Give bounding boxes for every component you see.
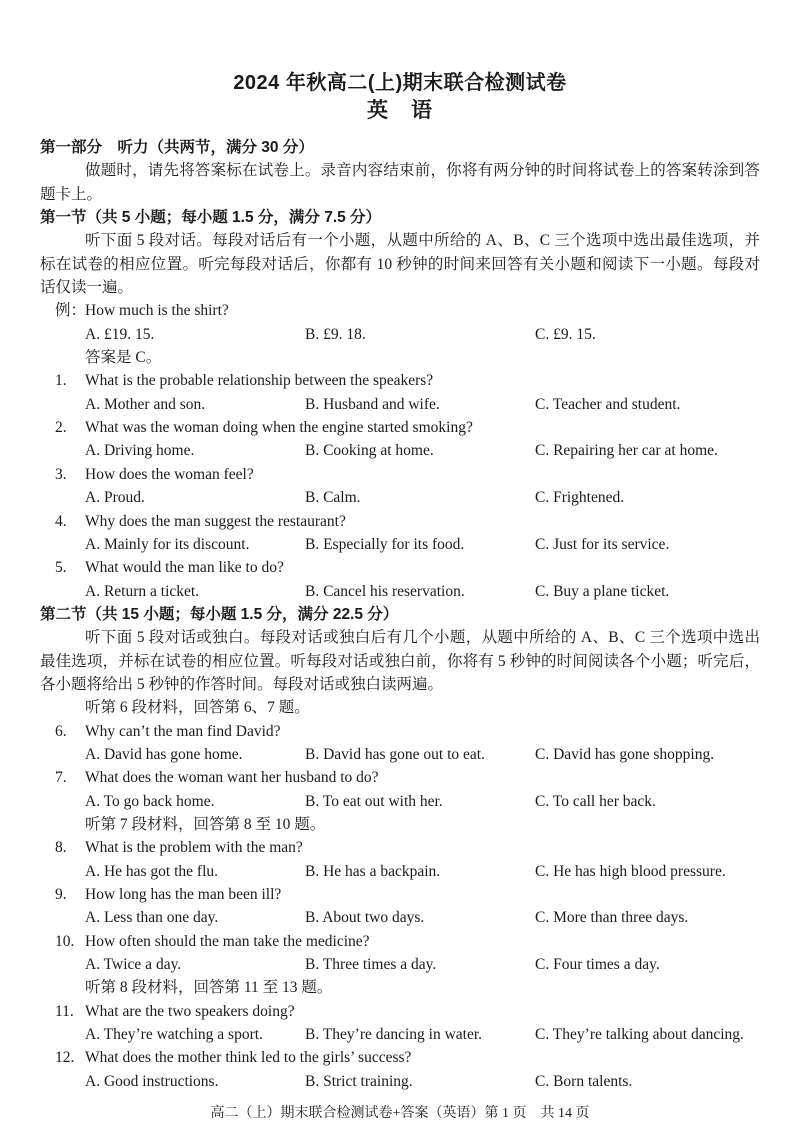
question-number: 3. — [55, 465, 67, 483]
options-row — [85, 906, 760, 929]
option-a: A. David has gone home. — [85, 745, 243, 763]
option-c: C. More than three days. — [535, 909, 689, 927]
options-row — [85, 860, 760, 883]
exam-body — [40, 136, 760, 1093]
material-cue: 听第 8 段材料，回答第 11 至 13 题。 — [85, 979, 333, 997]
option-b: B. Three times a day. — [305, 956, 437, 974]
question-number: 10. — [55, 932, 75, 950]
option-c: C. Born talents. — [535, 1072, 633, 1090]
option-a: A. They’re watching a sport. — [85, 1026, 263, 1044]
option-c: C. £9. 15. — [535, 325, 596, 343]
option-a: A. To go back home. — [85, 792, 215, 810]
options-row — [85, 323, 760, 346]
material-cue: 听第 6 段材料，回答第 6、7 题。 — [85, 699, 310, 717]
question-number: 例： — [55, 302, 87, 320]
question-number: 7. — [55, 769, 67, 787]
question-row — [55, 369, 760, 392]
option-a: A. Mainly for its discount. — [85, 535, 250, 553]
option-a: A. Less than one day. — [85, 909, 219, 927]
question-row — [55, 720, 760, 743]
page-title: 2024 年秋高二(上)期末联合检测试卷 — [233, 72, 567, 94]
options-row — [85, 1070, 760, 1093]
question-text: What does the woman want her husband to do? — [85, 769, 379, 787]
options-row — [85, 439, 760, 462]
option-c: C. Frightened. — [535, 489, 625, 507]
options-row — [85, 533, 760, 556]
option-a: A. £19. 15. — [85, 325, 155, 343]
question-text: How long has the man been ill? — [85, 886, 282, 903]
material-cue: 答案是 C。 — [85, 349, 162, 367]
question-text: Why does the man suggest the restaurant? — [85, 512, 346, 530]
section-heading: 第一节（共 5 小题；每小题 1.5 分，满分 7.5 分） — [40, 209, 382, 227]
section-heading: 第一部分 听力（共两节，满分 30 分） — [40, 139, 314, 156]
question-row — [55, 416, 760, 439]
option-c: C. He has high blood pressure. — [535, 862, 726, 880]
options-row — [85, 393, 760, 416]
option-b: B. Cancel his reservation. — [305, 582, 465, 600]
question-row — [55, 556, 760, 579]
option-a: A. Mother and son. — [85, 395, 206, 413]
options-row — [85, 953, 760, 976]
options-row — [85, 743, 760, 766]
options-row — [85, 1023, 760, 1046]
option-b: B. Especially for its food. — [305, 535, 465, 553]
option-c: C. Teacher and student. — [535, 395, 681, 413]
option-a: A. Proud. — [85, 489, 145, 507]
option-b: B. About two days. — [305, 909, 425, 927]
question-row — [55, 299, 760, 322]
instruction-paragraph: 听下面 5 段对话或独白。每段对话或独白后有几个小题，从题中所给的 A、B、C 三个选项中选出最佳选项，并标在试卷的相应位置。听每段对话或独白前，你将有 5 秒钟的时间阅读各个小题；听完后，各小题将给出 5 秒钟的作答时间。每段对话或独白读两遍。 — [40, 629, 760, 693]
options-row — [85, 790, 760, 813]
question-row — [55, 930, 760, 953]
question-number: 12. — [55, 1049, 75, 1067]
option-b: B. To eat out with her. — [305, 792, 443, 810]
question-row — [55, 1000, 760, 1023]
question-number: 8. — [55, 839, 67, 857]
question-number: 9. — [55, 886, 67, 903]
option-b: B. Husband and wife. — [305, 395, 440, 413]
question-number: 6. — [55, 722, 67, 740]
option-c: C. Buy a plane ticket. — [535, 582, 670, 600]
option-a: A. Return a ticket. — [85, 582, 200, 600]
question-number: 1. — [55, 372, 67, 390]
question-row — [55, 1046, 760, 1069]
question-text: What is the probable relationship between the speakers? — [85, 372, 434, 390]
question-number: 5. — [55, 559, 67, 577]
question-row — [55, 836, 760, 859]
option-c: C. Repairing her car at home. — [535, 442, 718, 460]
option-b: B. David has gone out to eat. — [305, 745, 485, 763]
option-a: A. Twice a day. — [85, 956, 182, 974]
option-c: C. Four times a day. — [535, 956, 660, 974]
option-b: B. Cooking at home. — [305, 442, 434, 460]
question-text: Why can’t the man find David? — [85, 722, 281, 740]
question-number: 2. — [55, 419, 67, 437]
question-text: How much is the shirt? — [85, 302, 229, 320]
option-b: B. £9. 18. — [305, 325, 366, 343]
question-row — [55, 766, 760, 789]
option-b: B. Strict training. — [305, 1072, 413, 1090]
question-row — [55, 510, 760, 533]
question-text: How often should the man take the medicine? — [85, 932, 370, 950]
option-b: B. He has a backpain. — [305, 862, 441, 880]
question-text: What are the two speakers doing? — [85, 1002, 295, 1020]
option-a: A. Good instructions. — [85, 1072, 219, 1090]
section-heading: 第二节（共 15 小题；每小题 1.5 分，满分 22.5 分） — [40, 605, 399, 623]
option-a: A. He has got the flu. — [85, 862, 219, 880]
question-text: How does the woman feel? — [85, 465, 254, 483]
options-row — [85, 580, 760, 603]
question-text: What was the woman doing when the engine started smoking? — [85, 419, 473, 437]
option-b: B. Calm. — [305, 489, 361, 507]
option-a: A. Driving home. — [85, 442, 195, 460]
instruction-paragraph: 做题时，请先将答案标在试卷上。录音内容结束前，你将有两分钟的时间将试卷上的答案转涂到答题卡上。 — [40, 162, 760, 203]
option-c: C. Just for its service. — [535, 535, 670, 553]
page-footer: 高二（上）期末联合检测试卷+答案（英语）第 1 页 共 14 页 — [210, 1106, 590, 1122]
option-b: B. They’re dancing in water. — [305, 1026, 483, 1044]
material-cue: 听第 7 段材料，回答第 8 至 10 题。 — [85, 815, 326, 833]
instruction-paragraph: 听下面 5 段对话。每段对话后有一个小题，从题中所给的 A、B、C 三个选项中选出最佳选项，并标在试卷的相应位置。听完每段对话后，你都有 10 秒钟的时间来回答有关小题和阅读下一小题。每段对话仅读一遍。 — [40, 232, 760, 297]
question-text: What does the mother think led to the girls’ success? — [85, 1049, 412, 1067]
question-text: What would the man like to do? — [85, 559, 284, 577]
question-row — [55, 883, 760, 906]
subject-title: 英 语 — [367, 99, 433, 122]
options-row — [85, 486, 760, 509]
option-c: C. They’re talking about dancing. — [535, 1026, 744, 1044]
option-c: C. David has gone shopping. — [535, 745, 715, 763]
question-text: What is the problem with the man? — [85, 839, 303, 857]
question-number: 11. — [55, 1002, 74, 1020]
question-number: 4. — [55, 512, 67, 530]
option-c: C. To call her back. — [535, 792, 656, 810]
question-row — [55, 463, 760, 486]
